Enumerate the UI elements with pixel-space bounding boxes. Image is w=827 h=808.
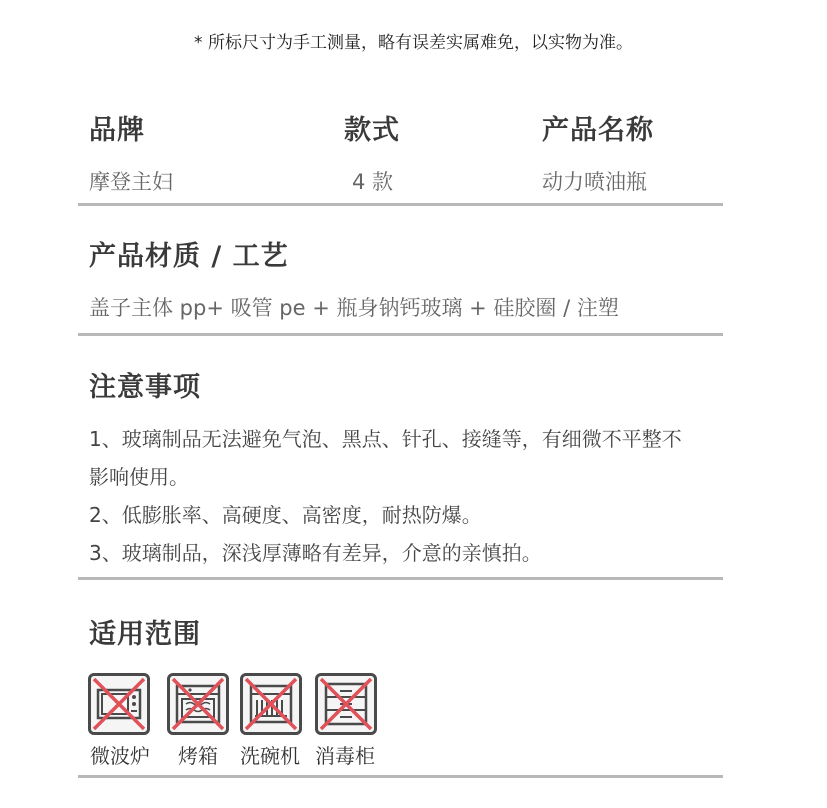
notice-line-2: 2、低膨胀率、高硬度、高密度，耐热防爆。 bbox=[89, 503, 482, 527]
divider bbox=[78, 203, 723, 206]
brand-value: 摩登主妇 bbox=[89, 170, 173, 194]
style-value: 4 款 bbox=[352, 170, 394, 194]
sterilizer-cabinet-icon bbox=[315, 673, 377, 735]
usage-label: 适用范围 bbox=[89, 619, 201, 650]
notice-line-1-continued: 影响使用。 bbox=[89, 465, 189, 489]
notice-line-3: 3、玻璃制品，深浅厚薄略有差异，介意的亲慎拍。 bbox=[89, 541, 542, 565]
product-name-label: 产品名称 bbox=[542, 115, 654, 146]
oven-icon bbox=[167, 673, 229, 735]
notice-line-1: 1、玻璃制品无法避免气泡、黑点、针孔、接缝等，有细微不平整不 bbox=[89, 427, 682, 451]
dishwasher-icon bbox=[240, 673, 302, 735]
microwave-label: 微波炉 bbox=[90, 744, 150, 768]
product-name-value: 动力喷油瓶 bbox=[542, 170, 647, 194]
dishwasher-label: 洗碗机 bbox=[240, 744, 300, 768]
material-label: 产品材质 / 工艺 bbox=[89, 241, 289, 272]
divider bbox=[78, 577, 723, 580]
notice-label: 注意事项 bbox=[89, 372, 201, 403]
material-value: 盖子主体 pp+ 吸管 pe + 瓶身钠钙玻璃 + 硅胶圈 / 注塑 bbox=[89, 296, 619, 320]
sterilizer-cabinet-label: 消毒柜 bbox=[315, 744, 375, 768]
oven-label: 烤箱 bbox=[178, 744, 218, 768]
style-label: 款式 bbox=[344, 115, 400, 146]
brand-label: 品牌 bbox=[89, 115, 145, 146]
divider bbox=[78, 775, 723, 778]
measurement-note: * 所标尺寸为手工测量，略有误差实属难免，以实物为准。 bbox=[194, 33, 633, 53]
divider bbox=[78, 333, 723, 336]
microwave-icon bbox=[88, 673, 150, 735]
